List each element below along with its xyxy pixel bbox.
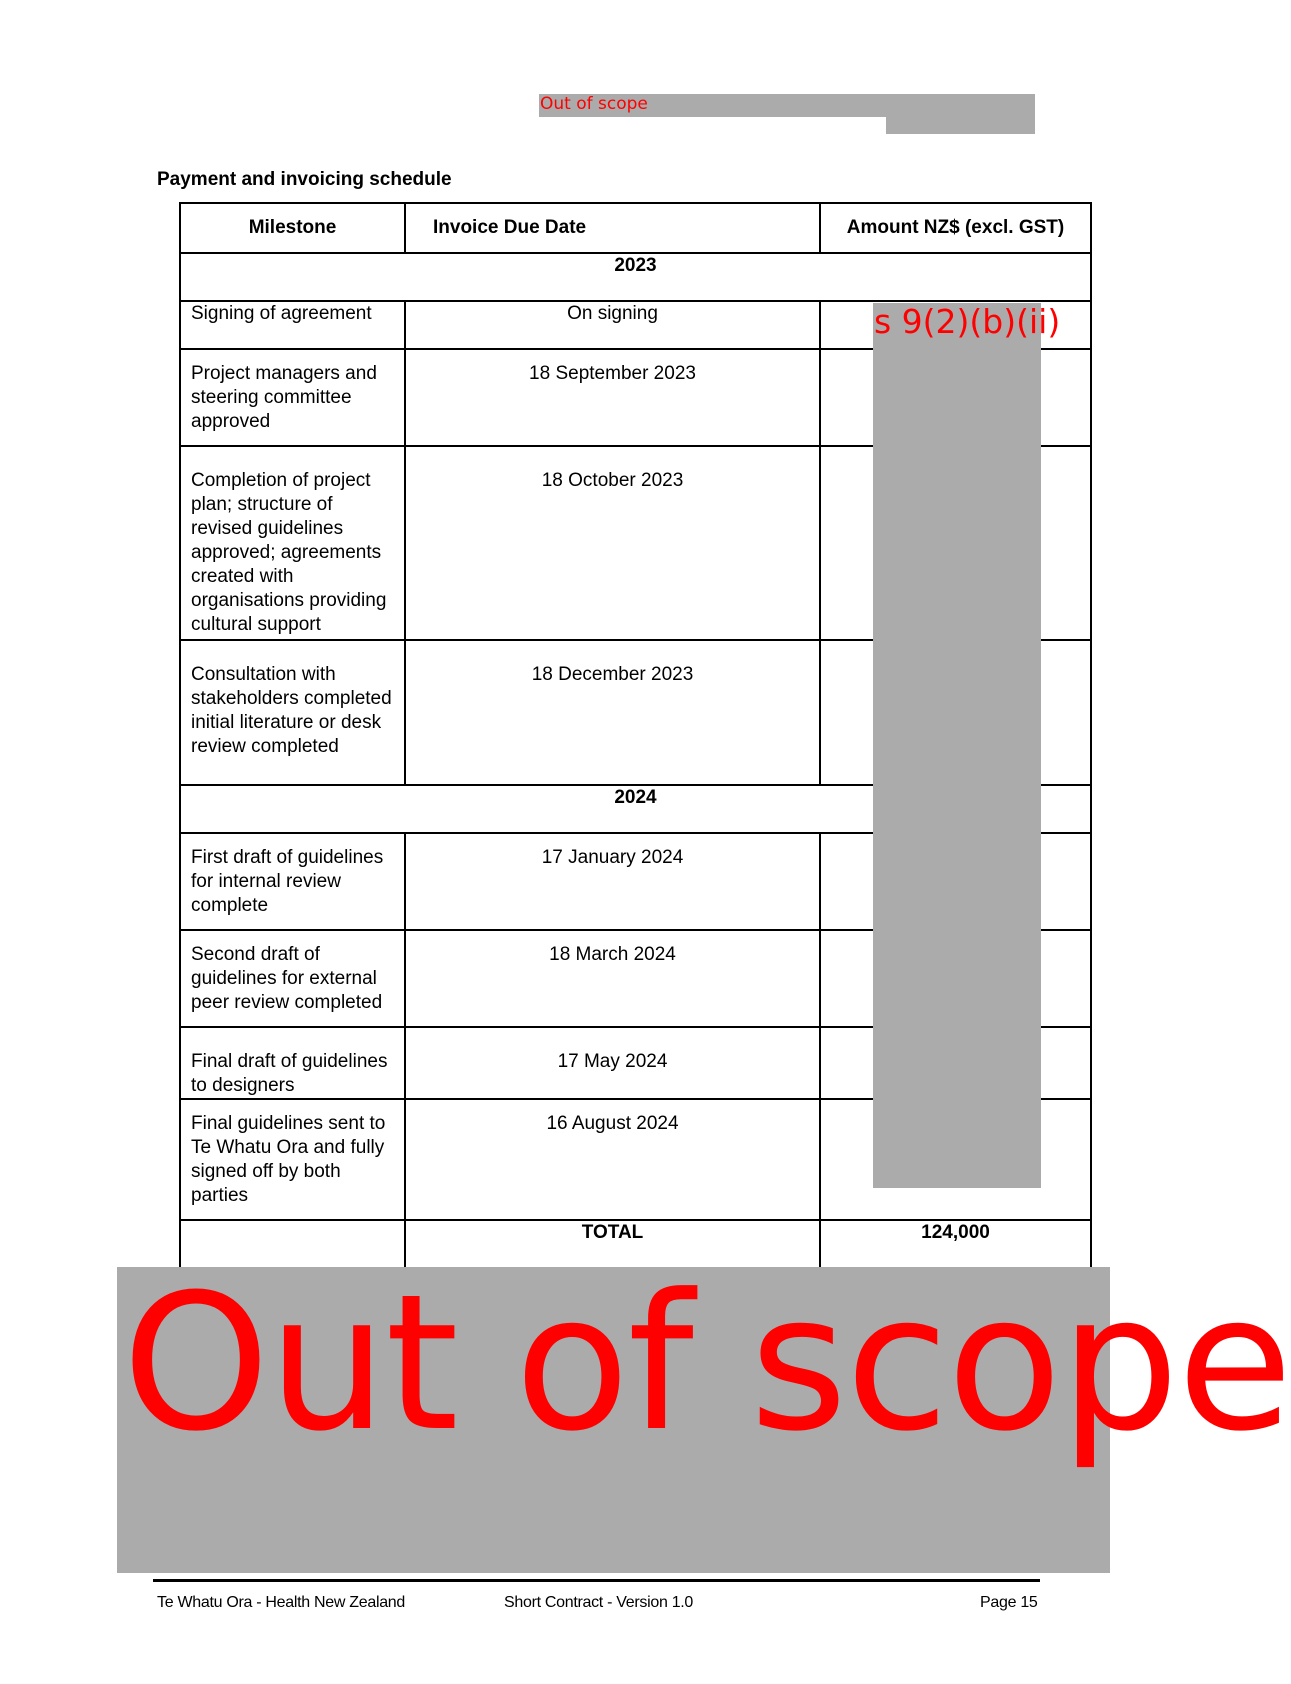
total-label: TOTAL <box>405 1220 820 1282</box>
footer-divider <box>153 1579 1040 1582</box>
milestone-cell: Second draft of guidelines for external peer review completed <box>180 930 405 1027</box>
header-milestone: Milestone <box>180 203 405 253</box>
table-header-row <box>180 203 1091 253</box>
total-amount: 124,000 <box>820 1220 1091 1282</box>
milestone-cell: Completion of project plan; structure of revised guidelines approved; agreements created with organisations providing cultural support <box>180 446 405 640</box>
amount-redaction-label: s 9(2)(b)(ii) <box>874 302 1061 341</box>
invoice-date-cell: 17 May 2024 <box>405 1027 820 1099</box>
bottom-redaction-box <box>117 1254 1291 1573</box>
top-redaction-label: Out of scope <box>540 94 648 114</box>
milestone-cell: Signing of agreement <box>180 301 405 349</box>
milestone-cell: Final draft of guidelines to designers <box>180 1027 405 1099</box>
footer-document-version: Short Contract - Version 1.0 <box>504 1594 694 1611</box>
invoice-date-cell: On signing <box>405 301 820 349</box>
invoice-date-cell: 18 December 2023 <box>405 640 820 785</box>
year-label: 2024 <box>180 785 1091 833</box>
year-row-2023 <box>180 253 1091 301</box>
header-amount: Amount NZ$ (excl. GST) <box>820 203 1091 253</box>
year-label: 2023 <box>180 253 1091 301</box>
footer-organisation: Te Whatu Ora - Health New Zealand <box>157 1594 405 1611</box>
invoice-date-cell: 18 March 2024 <box>405 930 820 1027</box>
invoice-date-cell: 18 September 2023 <box>405 349 820 446</box>
bottom-redaction-label: Out of scope <box>122 1254 1291 1473</box>
header-invoice-due-date: Invoice Due Date <box>405 203 820 253</box>
milestone-cell: Project managers and steering committee approved <box>180 349 405 446</box>
invoice-date-cell: 18 October 2023 <box>405 446 820 640</box>
amount-redaction-box <box>873 303 1041 1188</box>
milestone-cell: Consultation with stakeholders completed initial literature or desk review completed <box>180 640 405 785</box>
invoice-date-cell: 17 January 2024 <box>405 833 820 930</box>
milestone-cell: Final guidelines sent to Te Whatu Ora and fully signed off by both parties <box>180 1099 405 1220</box>
invoice-date-cell: 16 August 2024 <box>405 1099 820 1220</box>
milestone-cell: First draft of guidelines for internal review complete <box>180 833 405 930</box>
footer-page-number: Page 15 <box>980 1594 1038 1611</box>
section-title: Payment and invoicing schedule <box>157 169 452 190</box>
top-redaction-box-lower <box>886 115 1035 134</box>
